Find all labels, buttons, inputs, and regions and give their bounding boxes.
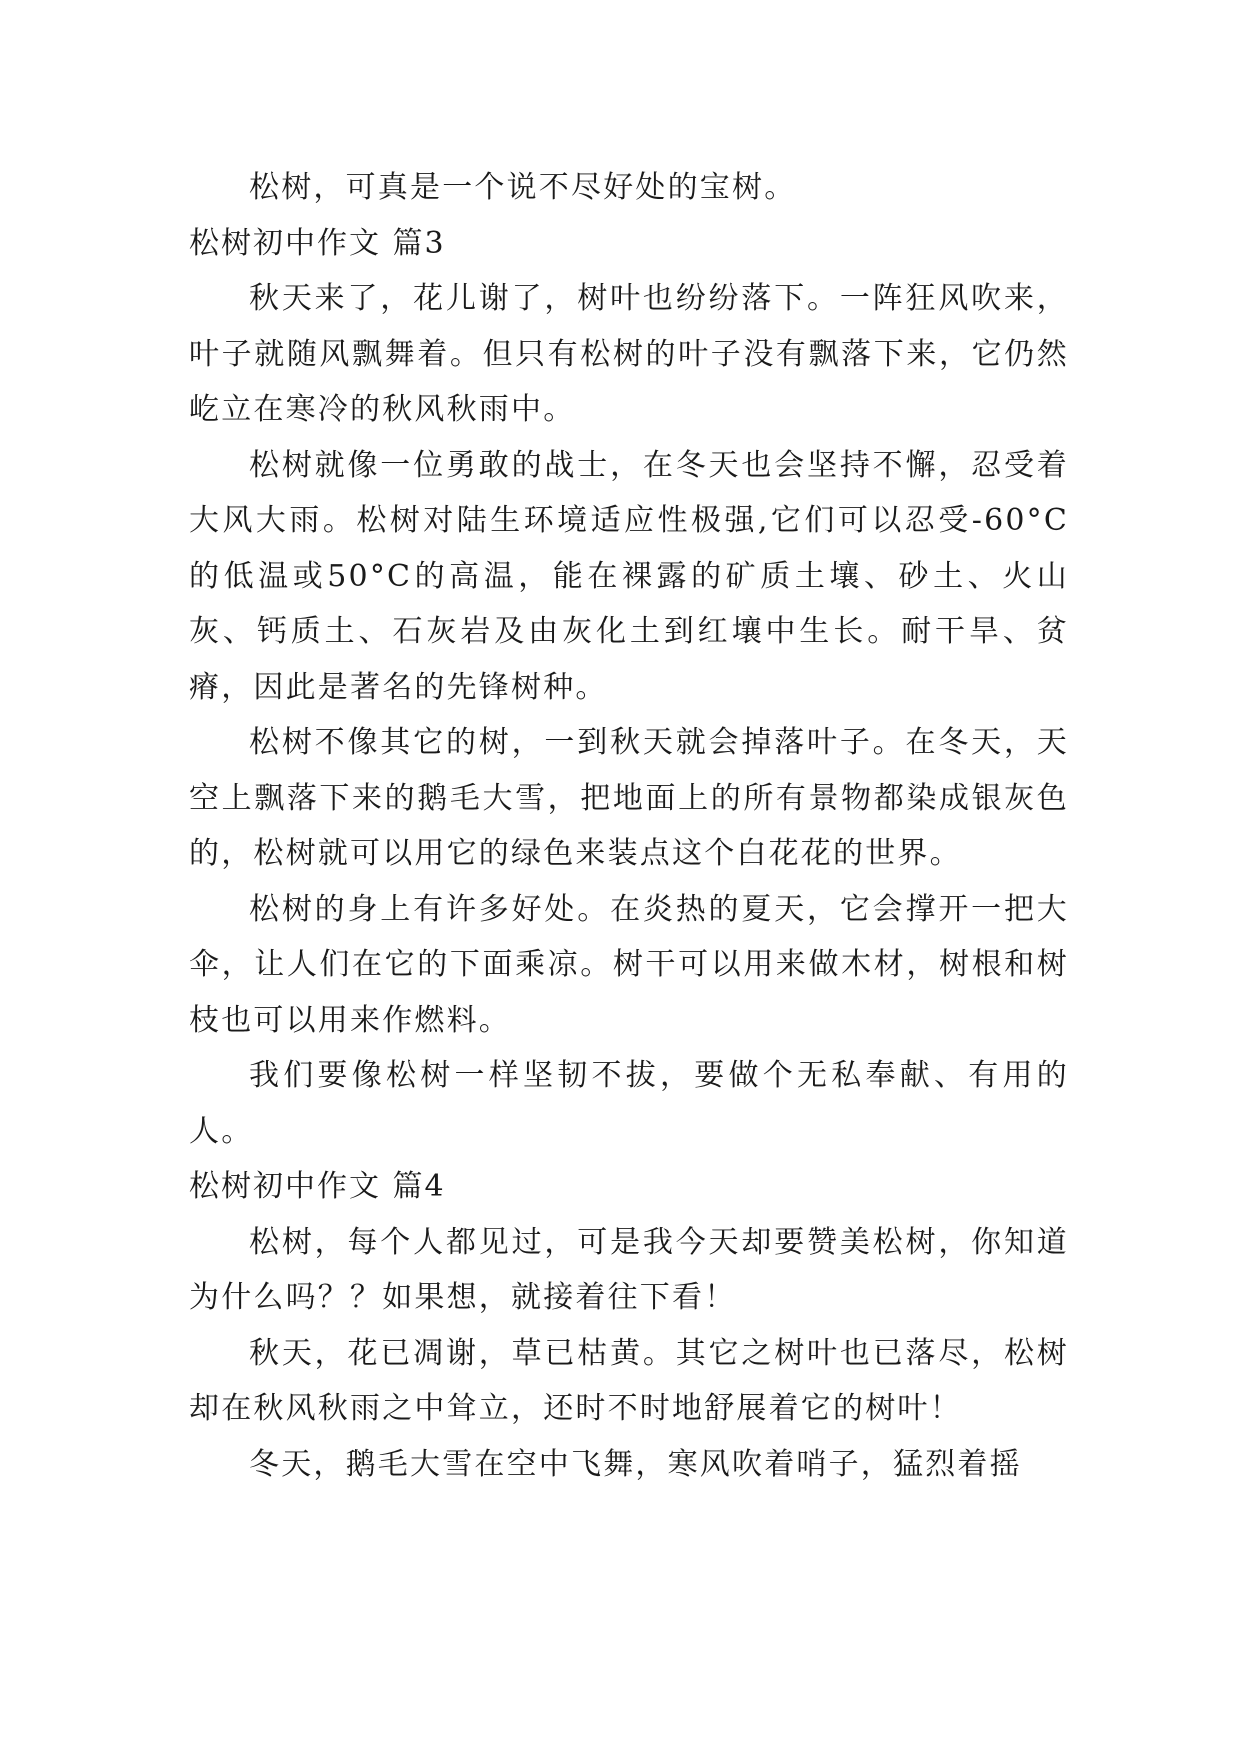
paragraph: 松树，每个人都见过，可是我今天却要赞美松树，你知道为什么吗？？如果想，就接着往下看！ — [189, 1224, 1069, 1315]
paragraph: 松树不像其它的树，一到秋天就会掉落叶子。在冬天，天空上飘落下来的鹅毛大雪，把地面上的所有景物都染成银灰色的，松树就可以用它的绿色来装点这个白花花的世界。 — [189, 725, 1069, 871]
paragraph: 松树的身上有许多好处。在炎热的夏天，它会撑开一把大伞，让人们在它的下面乘凉。树干可以用来做木材，树根和树枝也可以用来作燃料。 — [189, 891, 1069, 1038]
section-heading: 松树初中作文 篇4 — [189, 1169, 446, 1204]
section-heading: 松树初中作文 篇3 — [189, 225, 446, 261]
paragraph: 松树，可真是一个说不尽好处的宝树。 — [249, 170, 797, 205]
paragraph: 松树就像一位勇敢的战士，在冬天也会坚持不懈，忍受着大风大雨。松树对陆生环境适应性极强,它们可以忍受-60°C的低温或50°C的高温，能在裸露的矿质土壤、砂土、火山灰、钙质土、石灰岩及由灰化土到红壤中生长。耐干旱、贫瘠，因此是著名的先锋树种。 — [189, 447, 1069, 705]
paragraph: 秋天来了，花儿谢了，树叶也纷纷落下。一阵狂风吹来，叶子就随风飘舞着。但只有松树的叶子没有飘落下来，它仍然屹立在寒冷的秋风秋雨中。 — [189, 281, 1069, 427]
paragraph: 秋天，花已凋谢，草已枯黄。其它之树叶也已落尽，松树却在秋风秋雨之中耸立，还时不时地舒展着它的树叶！ — [189, 1335, 1069, 1426]
paragraph: 我们要像松树一样坚韧不拔，要做个无私奉献、有用的人。 — [189, 1058, 1069, 1149]
document-body — [189, 160, 1069, 1492]
paragraph: 冬天，鹅毛大雪在空中飞舞，寒风吹着哨子，猛烈着摇 — [249, 1446, 1022, 1482]
